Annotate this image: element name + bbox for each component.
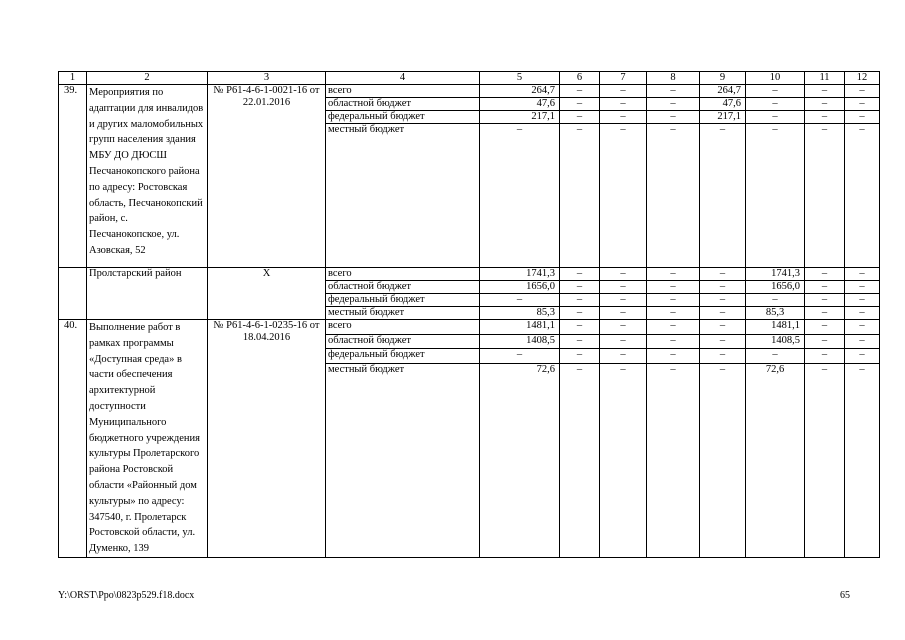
value-cell: – <box>480 349 560 364</box>
value-cell: – <box>746 349 805 364</box>
dash-cell: – <box>560 268 600 281</box>
dash-cell: – <box>560 349 600 364</box>
header-cell: 10 <box>746 72 805 85</box>
header-cell: 4 <box>326 72 480 85</box>
item-code: Х <box>208 268 326 320</box>
dash-cell: – <box>805 334 845 349</box>
dash-cell: – <box>560 363 600 557</box>
footer-file-path: Y:\ORST\Ppo\0823p529.f18.docx <box>58 590 195 601</box>
dash-cell: – <box>805 320 845 335</box>
dash-cell: – <box>746 111 805 124</box>
item-number: 40. <box>59 320 87 558</box>
value-cell: 264,7 <box>480 85 560 98</box>
budget-label: всего <box>326 268 480 281</box>
funding-table <box>58 71 880 558</box>
dash-cell: – <box>845 111 880 124</box>
dash-cell: – <box>845 124 880 268</box>
dash-cell: – <box>700 320 746 335</box>
value-cell: – <box>746 294 805 307</box>
value-cell: 85,3 <box>746 307 805 320</box>
header-cell: 6 <box>560 72 600 85</box>
header-row <box>59 72 880 85</box>
dash-cell: – <box>600 98 647 111</box>
dash-cell: – <box>647 111 700 124</box>
table-row <box>59 320 880 335</box>
dash-cell: – <box>805 349 845 364</box>
dash-cell: – <box>700 294 746 307</box>
header-cell: 5 <box>480 72 560 85</box>
dash-cell: – <box>647 349 700 364</box>
dash-cell: – <box>845 294 880 307</box>
dash-cell: – <box>647 363 700 557</box>
budget-label: областной бюджет <box>326 334 480 349</box>
dash-cell: – <box>700 307 746 320</box>
budget-label: областной бюджет <box>326 281 480 294</box>
value-cell: 85,3 <box>480 307 560 320</box>
item-code: № Р61-4-6-1-0235-16 от 18.04.2016 <box>208 320 326 558</box>
dash-cell: – <box>647 334 700 349</box>
dash-cell: – <box>600 111 647 124</box>
header-cell: 7 <box>600 72 647 85</box>
dash-cell: – <box>560 281 600 294</box>
dash-cell: – <box>600 294 647 307</box>
dash-cell: – <box>805 124 845 268</box>
item-description: Мероприятия по адаптации для инвалидов и других маломобильных групп населения здания МБУ ДО ДЮСШ Песчанокопского района по адресу: Ростовская область, Песчанокопский район, с. Песчанокопское, ул. Азовская, 52 <box>87 85 208 268</box>
header-cell: 9 <box>700 72 746 85</box>
value-cell: 1656,0 <box>746 281 805 294</box>
dash-cell: – <box>600 124 647 268</box>
item-number: 39. <box>59 85 87 268</box>
value-cell: – <box>700 124 746 268</box>
header-cell: 3 <box>208 72 326 85</box>
budget-label: областной бюджет <box>326 98 480 111</box>
header-cell: 8 <box>647 72 700 85</box>
dash-cell: – <box>845 98 880 111</box>
dash-cell: – <box>845 320 880 335</box>
dash-cell: – <box>600 334 647 349</box>
dash-cell: – <box>647 85 700 98</box>
dash-cell: – <box>845 349 880 364</box>
table-row <box>59 85 880 98</box>
budget-label: местный бюджет <box>326 363 480 557</box>
dash-cell: – <box>647 281 700 294</box>
table-row <box>59 268 880 281</box>
dash-cell: – <box>600 85 647 98</box>
dash-cell: – <box>600 307 647 320</box>
dash-cell: – <box>560 334 600 349</box>
dash-cell: – <box>560 307 600 320</box>
header-cell: 2 <box>87 72 208 85</box>
value-cell: 1741,3 <box>480 268 560 281</box>
value-cell: 72,6 <box>480 363 560 557</box>
budget-label: местный бюджет <box>326 124 480 268</box>
item-description: Выполнение работ в рамках программы «Доступная среда» в части обеспечения архитектурной доступности Муниципального бюджетного учреждения культуры Пролетарского района Ростовской области «Районный дом культуры» по адресу: 347540, г. Пролетарск Ростовской области, ул. Думенко, 139 <box>87 320 208 558</box>
dash-cell: – <box>746 98 805 111</box>
dash-cell: – <box>647 124 700 268</box>
dash-cell: – <box>560 294 600 307</box>
value-cell: 1408,5 <box>480 334 560 349</box>
dash-cell: – <box>805 85 845 98</box>
value-cell: 72,6 <box>746 363 805 557</box>
dash-cell: – <box>560 111 600 124</box>
dash-cell: – <box>700 363 746 557</box>
dash-cell: – <box>805 268 845 281</box>
header-cell: 11 <box>805 72 845 85</box>
dash-cell: – <box>845 307 880 320</box>
dash-cell: – <box>845 334 880 349</box>
item-code: № Р61-4-6-1-0021-16 от 22.01.2016 <box>208 85 326 268</box>
dash-cell: – <box>600 268 647 281</box>
header-cell: 1 <box>59 72 87 85</box>
dash-cell: – <box>647 294 700 307</box>
value-cell: – <box>480 124 560 268</box>
dash-cell: – <box>600 349 647 364</box>
dash-cell: – <box>647 307 700 320</box>
dash-cell: – <box>805 111 845 124</box>
dash-cell: – <box>560 124 600 268</box>
value-cell: 47,6 <box>480 98 560 111</box>
value-cell: 1408,5 <box>746 334 805 349</box>
value-cell: 1741,3 <box>746 268 805 281</box>
dash-cell: – <box>746 85 805 98</box>
dash-cell: – <box>647 98 700 111</box>
budget-label: федеральный бюджет <box>326 294 480 307</box>
dash-cell: – <box>700 349 746 364</box>
dash-cell: – <box>560 98 600 111</box>
budget-label: федеральный бюджет <box>326 111 480 124</box>
budget-label: федеральный бюджет <box>326 349 480 364</box>
dash-cell: – <box>746 124 805 268</box>
budget-label: всего <box>326 85 480 98</box>
value-cell: – <box>480 294 560 307</box>
value-cell: 1656,0 <box>480 281 560 294</box>
dash-cell: – <box>805 307 845 320</box>
dash-cell: – <box>845 85 880 98</box>
page-number: 65 <box>840 590 850 601</box>
dash-cell: – <box>647 320 700 335</box>
dash-cell: – <box>647 268 700 281</box>
header-cell: 12 <box>845 72 880 85</box>
dash-cell: – <box>600 363 647 557</box>
dash-cell: – <box>600 320 647 335</box>
value-cell: 217,1 <box>700 111 746 124</box>
dash-cell: – <box>845 268 880 281</box>
value-cell: 47,6 <box>700 98 746 111</box>
dash-cell: – <box>845 281 880 294</box>
budget-label: всего <box>326 320 480 335</box>
value-cell: 264,7 <box>700 85 746 98</box>
value-cell: 1481,1 <box>480 320 560 335</box>
dash-cell: – <box>845 363 880 557</box>
dash-cell: – <box>560 85 600 98</box>
dash-cell: – <box>700 268 746 281</box>
dash-cell: – <box>700 281 746 294</box>
dash-cell: – <box>560 320 600 335</box>
item-number <box>59 268 87 320</box>
dash-cell: – <box>805 363 845 557</box>
value-cell: 217,1 <box>480 111 560 124</box>
dash-cell: – <box>805 98 845 111</box>
dash-cell: – <box>805 294 845 307</box>
dash-cell: – <box>700 334 746 349</box>
budget-label: местный бюджет <box>326 307 480 320</box>
item-description: Пролстарский район <box>87 268 208 320</box>
dash-cell: – <box>805 281 845 294</box>
dash-cell: – <box>600 281 647 294</box>
value-cell: 1481,1 <box>746 320 805 335</box>
